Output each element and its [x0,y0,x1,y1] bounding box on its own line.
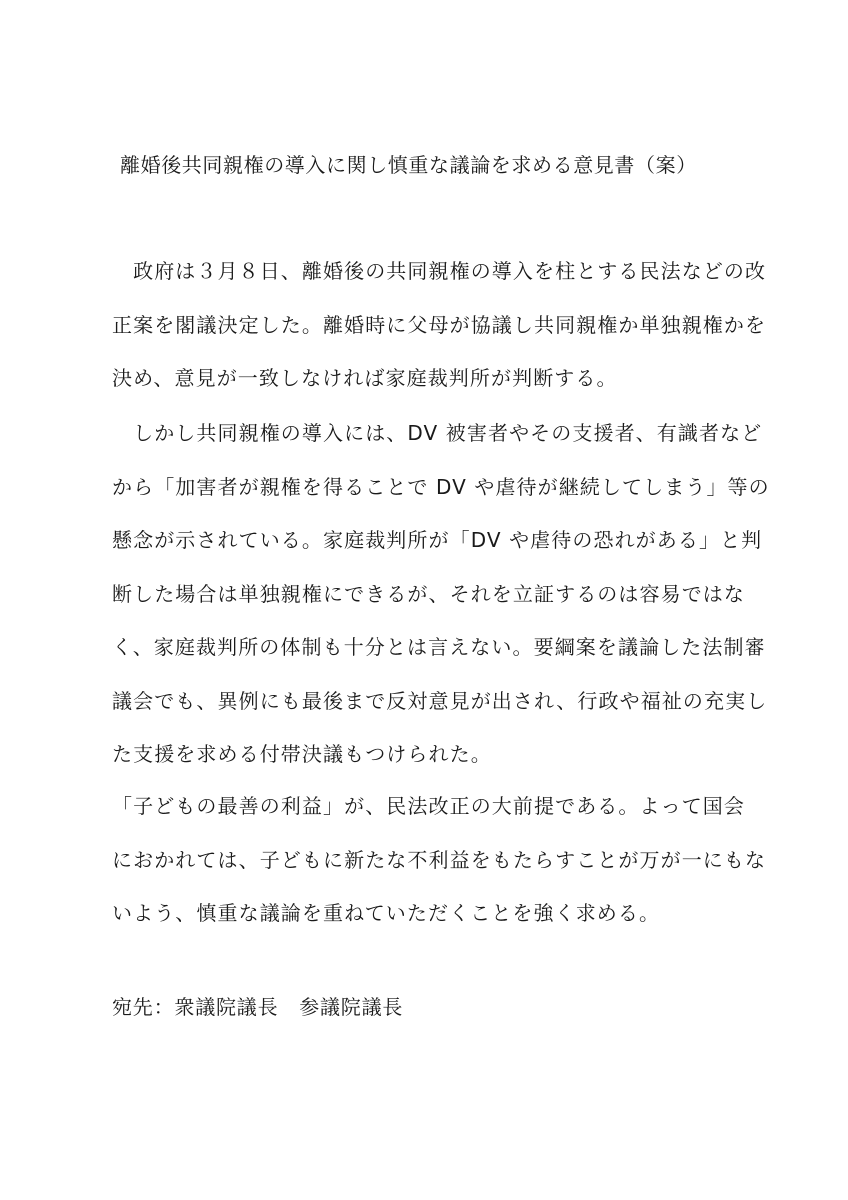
paragraph-line: におかれては、子どもに新たな不利益をもたらすことが万が一にもな [112,847,767,872]
document-title: 離婚後共同親権の導入に関し慎重な議論を求める意見書（案） [120,153,697,177]
paragraph-line: 断した場合は単独親権にできるが、それを立証するのは容易ではな [112,581,745,606]
paragraph-line: 議会でも、異例にも最後まで反対意見が出され、行政や福祉の充実し [112,688,768,713]
addressee: 宛先：衆議院議長 参議院議長 [112,995,404,1019]
paragraph-line: しかし共同親権の導入には、DV 被害者やその支援者、有識者など [112,421,763,445]
paragraph-line: 正案を閣議決定した。離婚時に父母が協議し共同親権か単独親権かを [112,312,767,337]
paragraph-line: た支援を求める付帯決議もつけられた。 [112,742,492,766]
paragraph-line: 政府は３月８日、離婚後の共同親権の導入を柱とする民法などの改 [112,259,767,283]
paragraph-line: から「加害者が親権を得ることで DV や虐待が継続してしまう」等の [112,474,770,499]
paragraph-line: いよう、慎重な議論を重ねていただくことを強く求める。 [112,901,661,925]
paragraph-1 [112,245,767,406]
paragraph-line: 「子どもの最善の利益」が、民法改正の大前提である。よって国会 [112,794,745,818]
paragraph-line: 懸念が示されている。家庭裁判所が「DV や虐待の恐れがある」と判 [112,528,763,552]
paragraph-2 [112,407,770,782]
paragraph-3 [112,780,767,941]
paragraph-line: く、家庭裁判所の体制も十分とは言えない。要綱案を議論した法制審 [112,635,766,659]
paragraph-line: 決め、意見が一致しなければ家庭裁判所が判断する。 [112,366,618,390]
